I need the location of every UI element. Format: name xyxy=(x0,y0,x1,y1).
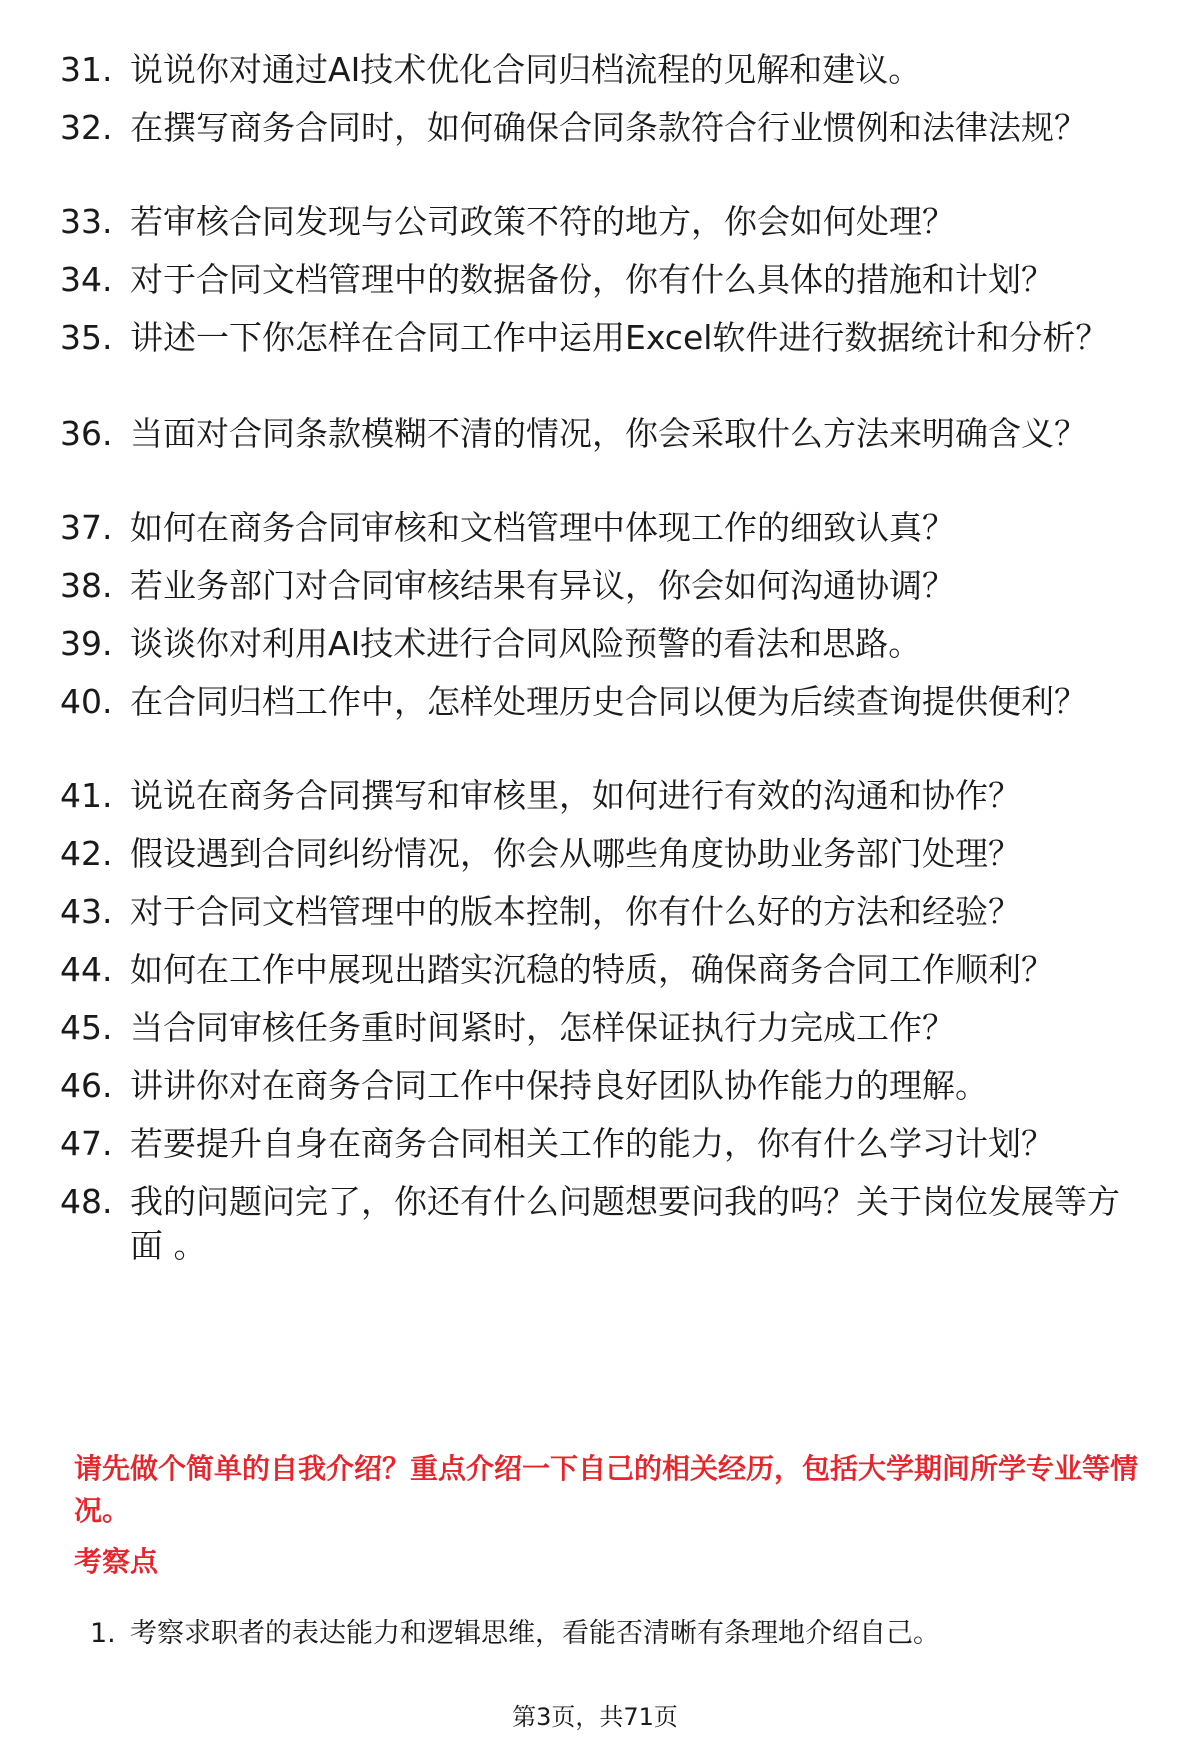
list-item: 37. 如何在商务合同审核和文档管理中体现工作的细致认真？ xyxy=(60,508,955,547)
list-item: 32. 在撰写商务合同时，如何确保合同条款符合行业惯例和法律法规？ xyxy=(60,108,1087,147)
highlight-question: 请先做个简单的自我介绍？重点介绍一下自己的相关经历，包括大学期间所学专业等情况。 xyxy=(74,1452,1139,1527)
list-item: 1. 考察求职者的表达能力和逻辑思维，看能否清晰有条理地介绍自己。 xyxy=(90,1618,940,1649)
list-item: 31. 说说你对通过AI技术优化合同归档流程的见解和建议。 xyxy=(60,50,922,89)
list-item: 42. 假设遇到合同纠纷情况，你会从哪些角度协助业务部门处理？ xyxy=(60,834,1021,873)
list-item: 47. 若要提升自身在商务合同相关工作的能力，你有什么学习计划？ xyxy=(60,1124,1054,1163)
list-item: 34. 对于合同文档管理中的数据备份，你有什么具体的措施和计划？ xyxy=(60,260,1054,299)
list-item: 43. 对于合同文档管理中的版本控制，你有什么好的方法和经验？ xyxy=(60,892,1021,931)
list-item: 44. 如何在工作中展现出踏实沉稳的特质，确保商务合同工作顺利？ xyxy=(60,950,1054,989)
list-item: 46. 讲讲你对在商务合同工作中保持良好团队协作能力的理解。 xyxy=(60,1066,988,1105)
list-item: 36. 当面对合同条款模糊不清的情况，你会采取什么方法来明确含义？ xyxy=(60,414,1087,453)
section-label: 考察点 xyxy=(74,1545,159,1578)
list-item: 45. 当合同审核任务重时间紧时，怎样保证执行力完成工作？ xyxy=(60,1008,955,1047)
list-item: 33. 若审核合同发现与公司政策不符的地方，你会如何处理？ xyxy=(60,202,955,241)
page-footer: 第3页，共71页 xyxy=(512,1703,678,1731)
list-item: 39. 谈谈你对利用AI技术进行合同风险预警的看法和思路。 xyxy=(60,624,922,663)
list-item: 40. 在合同归档工作中，怎样处理历史合同以便为后续查询提供便利？ xyxy=(60,682,1087,721)
list-item: 41. 说说在商务合同撰写和审核里，如何进行有效的沟通和协作？ xyxy=(60,776,1021,815)
list-item: 38. 若业务部门对合同审核结果有异议，你会如何沟通协调？ xyxy=(60,566,955,605)
list-item: 35. 讲述一下你怎样在合同工作中运用Excel软件进行数据统计和分析？ xyxy=(60,318,1109,357)
list-item: 48. 我的问题问完了，你还有什么问题想要问我的吗？关于岗位发展等方面 。 xyxy=(60,1182,1120,1265)
